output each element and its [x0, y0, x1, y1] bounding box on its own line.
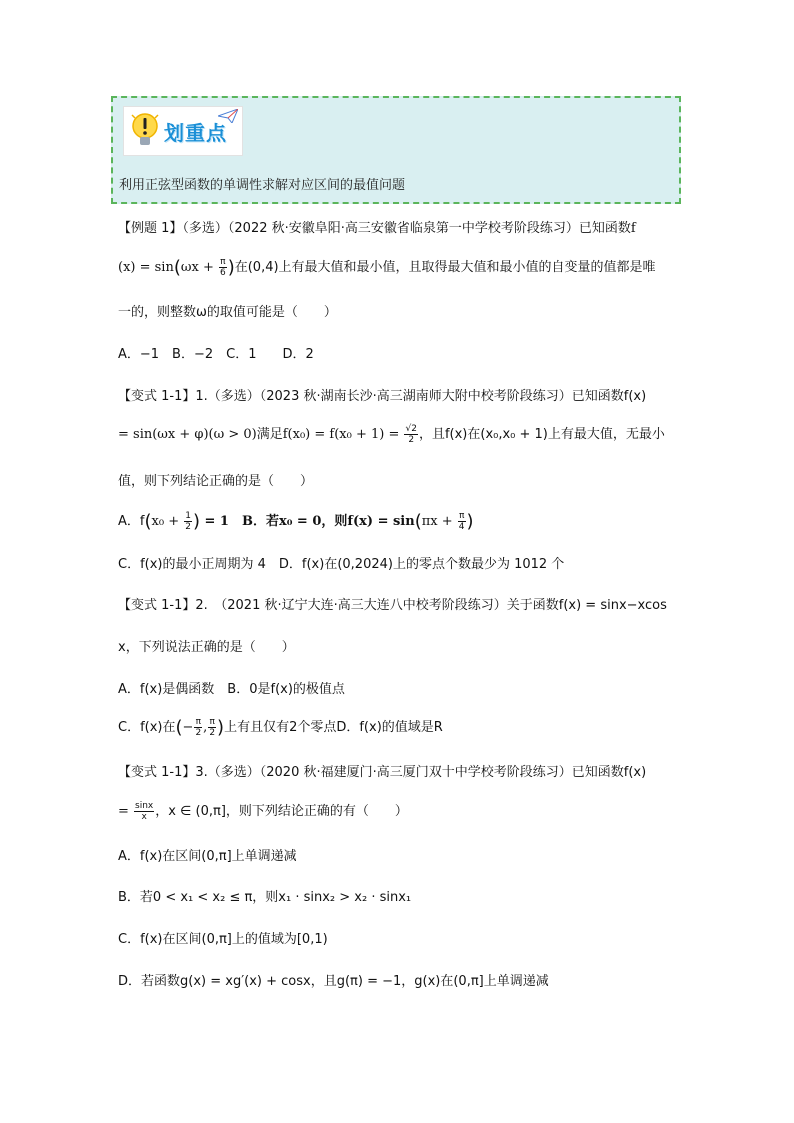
condition-text: 在(0,4)上有最大值和最小值，且取得最大值和最小值的自变量的值都是唯 — [234, 260, 656, 275]
paper-plane-icon — [218, 109, 238, 123]
fraction: $\frac{\pi}{4}$ — [458, 511, 465, 532]
example-1-options: A．−1 B．−2 C．1 D．2 — [118, 347, 314, 362]
fraction: $\frac{√2}{2}$ — [405, 424, 417, 445]
key-point-topic: 利用正弦型函数的单调性求解对应区间的最值问题 — [119, 178, 406, 193]
example-1-header — [118, 217, 636, 236]
lightbulb-icon — [130, 111, 160, 151]
variant-3-option-a: A．f(x)在区间(0,π]上单调递减 — [118, 849, 297, 864]
example-1-function-line: (x) = sin(ωx + $\frac{\pi}{6}$ )在(0,4)上有最大值和最小值，且取得最大值和最小值的自变量的值都是唯 — [118, 257, 656, 278]
fraction: $\frac{\pi}{6}$ — [219, 257, 226, 278]
option-a-label: A．f — [118, 514, 145, 529]
fraction: $\frac{\pi}{2}$ — [195, 717, 202, 738]
example-1-question: 一的，则整数ω的取值可能是（ ） — [118, 305, 337, 320]
variant-1-options-ab: A．f(x₀ + $\frac{1}{2}$ ) = 1 B．若x₀ = 0，则f(x) = sin(πx + $\frac{\pi}{4}$ ) — [118, 511, 474, 532]
variant-3-option-d: D．若函数g(x) = xg′(x) + cosx，且g(π) = −1，g(x)在(0,π]上单调递减 — [118, 974, 549, 989]
variant-1-header: 【变式 1-1】1.（多选）（2023 秋·湖南长沙·高三湖南师大附中校考阶段练习）已知函数f(x) — [118, 389, 647, 404]
function-expression: (x) = sin — [118, 260, 174, 275]
argument-expression: ωx + — [180, 260, 218, 275]
variant-2-options-ab: A．f(x)是偶函数 B．0是f(x)的极值点 — [118, 682, 345, 697]
variant-3-condition: = $\frac{\sin x}{x}$ ，x ∈ (0,π]，则下列结论正确的有（ ） — [118, 801, 408, 822]
key-point-title: 划重点 — [164, 120, 227, 145]
variant-1-options-cd: C．f(x)的最小正周期为 4 D．f(x)在(0,2024)上的零点个数最少为 1012 个 — [118, 557, 565, 572]
key-point-box — [111, 96, 681, 204]
variant-2-options-cd: C．f(x)在(− $\frac{\pi}{2}$ , $\frac{\pi}{2}$ )上有且仅有2个零点D．f(x)的值域是R — [118, 717, 443, 738]
example-1-header-text: 【例题 1】（多选）（2022 秋·安徽阜阳·高三安徽省临泉第一中学校考阶段练习）已知函数 — [118, 221, 631, 236]
variant-3-option-c: C．f(x)在区间(0,π]上的值域为[0,1) — [118, 932, 328, 947]
key-point-badge — [123, 106, 243, 156]
variant-2-header: 【变式 1-1】2. （2021 秋·辽宁大连·高三大连八中校考阶段练习）关于函数f(x) = sinx−xcos — [118, 598, 667, 613]
function-symbol: f — [630, 221, 636, 236]
fraction: $\frac{1}{2}$ — [185, 511, 191, 532]
variant-1-condition — [118, 423, 665, 445]
variant-3-option-b: B．若0 < x₁ < x₂ ≤ π，则x₁ · sinx₂ > x₂ · sinx₁ — [118, 890, 412, 905]
variant-1-question: 值，则下列结论正确的是（ ） — [118, 474, 314, 489]
condition-expression: = sin(ωx + φ)(ω > 0)满足f(x₀) = f(x₀ + 1) = — [118, 427, 404, 442]
variant-3-header: 【变式 1-1】3.（多选）（2020 秋·福建厦门·高三厦门双十中学校考阶段练习）已知函数f(x) — [118, 765, 647, 780]
option-b-text: = 1 B．若x₀ = 0，则f(x) = sin — [199, 514, 415, 529]
condition-text: ，且f(x)在(x₀,x₀ + 1)上有最大值，无最小 — [418, 427, 665, 442]
variant-2-question: x，下列说法正确的是（ ） — [118, 640, 295, 655]
fraction: $\frac{\pi}{2}$ — [209, 717, 216, 738]
fraction: $\frac{\sin x}{x}$ — [135, 801, 154, 822]
